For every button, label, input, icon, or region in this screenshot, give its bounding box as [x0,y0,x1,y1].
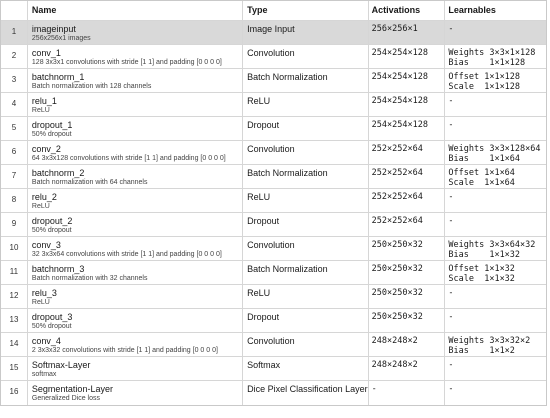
layer-name: imageinput [31,24,76,34]
layer-description: 2 3x3x32 convolutions with stride [1 1] and padding [0 0 0 0] [31,347,218,354]
layer-name-cell [28,357,243,380]
layer-name-cell [28,213,243,236]
row-index: 3 [1,69,28,92]
learnable-entry: Bias 1×1×128 [448,58,526,68]
table-row[interactable] [1,381,546,405]
table-header [1,1,546,21]
layer-type: Convolution [243,237,369,260]
layer-activations: 252×252×64 [369,165,446,188]
learnable-entry: Bias 1×1×2 [448,346,515,356]
learnable-entry: Weights 3×3×1×128 [448,48,536,58]
layer-name: dropout_1 [31,120,73,130]
layer-description: 50% dropout [31,323,72,330]
learnable-entry: - [448,24,454,34]
row-index: 16 [1,381,28,405]
layer-activations: 250×250×32 [369,309,446,332]
header-type[interactable]: Type [243,1,369,20]
layer-name-cell [28,141,243,164]
row-index: 11 [1,261,28,284]
learnable-entry: - [448,192,454,202]
layer-activations: 252×252×64 [369,189,446,212]
layer-learnables [445,333,546,356]
layer-name: batchnorm_1 [31,72,85,82]
layer-type: Dropout [243,213,369,236]
table-row[interactable] [1,165,546,189]
layer-name: batchnorm_3 [31,264,85,274]
row-index: 10 [1,237,28,260]
layer-name-cell [28,189,243,212]
layer-learnables [445,213,546,236]
layer-name-cell [28,21,243,44]
layer-activations: 250×250×32 [369,285,446,308]
layer-learnables [445,45,546,68]
table-row[interactable] [1,309,546,333]
layer-name-cell [28,93,243,116]
layer-description: ReLU [31,203,50,210]
layer-name: Segmentation-Layer [31,384,113,394]
layer-description: Batch normalization with 64 channels [31,179,148,186]
learnable-entry: Scale 1×1×32 [448,274,515,284]
header-index[interactable] [1,1,28,20]
layer-type: Batch Normalization [243,165,369,188]
table-row[interactable] [1,189,546,213]
header-name[interactable]: Name [28,1,243,20]
learnable-entry: Bias 1×1×64 [448,154,521,164]
layer-activations: 254×254×128 [369,45,446,68]
learnable-entry: Offset 1×1×64 [448,168,515,178]
layer-activations: - [369,381,446,405]
row-index: 5 [1,117,28,140]
layer-activations: 254×254×128 [369,93,446,116]
layer-learnables [445,141,546,164]
table-row[interactable] [1,69,546,93]
table-row[interactable] [1,213,546,237]
layer-type: ReLU [243,285,369,308]
layer-learnables [445,189,546,212]
table-row[interactable] [1,93,546,117]
layer-type: Dropout [243,309,369,332]
layer-type: Softmax [243,357,369,380]
layer-description: ReLU [31,107,50,114]
layer-activations: 248×248×2 [369,333,446,356]
layer-name: relu_1 [31,96,57,106]
layer-name: dropout_2 [31,216,73,226]
layer-type: Dice Pixel Classification Layer [243,381,369,405]
learnable-entry: - [448,312,454,322]
table-body [1,21,546,405]
table-row[interactable] [1,333,546,357]
layer-learnables [445,69,546,92]
header-learnables[interactable]: Learnables [448,5,496,15]
layer-learnables [445,261,546,284]
table-row[interactable] [1,285,546,309]
layer-name-cell [28,261,243,284]
table-row[interactable] [1,141,546,165]
row-index: 9 [1,213,28,236]
table-row[interactable] [1,21,546,45]
layer-name-cell [28,69,243,92]
table-row[interactable] [1,45,546,69]
layer-description: 50% dropout [31,131,72,138]
learnable-entry: - [448,120,454,130]
layer-type: ReLU [243,189,369,212]
layer-type: Batch Normalization [243,261,369,284]
row-index: 15 [1,357,28,380]
layer-name: conv_4 [31,336,61,346]
layer-description: 128 3x3x1 convolutions with stride [1 1] and padding [0 0 0 0] [31,59,222,66]
layer-type: Convolution [243,45,369,68]
layer-activations: 250×250×32 [369,237,446,260]
learnable-entry: - [448,384,454,394]
learnable-entry: - [448,360,454,370]
row-index: 4 [1,93,28,116]
row-index: 7 [1,165,28,188]
layer-name-cell [28,309,243,332]
table-row[interactable] [1,357,546,381]
layer-type: ReLU [243,93,369,116]
layer-type: Image Input [243,21,369,44]
learnable-entry: Scale 1×1×128 [448,82,521,92]
table-row[interactable] [1,237,546,261]
learnable-entry: Offset 1×1×32 [448,264,515,274]
layer-name: conv_1 [31,48,61,58]
layer-activations: 254×254×128 [369,117,446,140]
layer-activations: 252×252×64 [369,141,446,164]
layer-description: Batch normalization with 128 channels [31,83,152,90]
layer-activations: 248×248×2 [369,357,446,380]
layer-learnables [445,381,546,405]
layer-name-cell [28,165,243,188]
layer-learnables [445,309,546,332]
layer-activations: 250×250×32 [369,261,446,284]
row-index: 14 [1,333,28,356]
layer-type: Convolution [243,333,369,356]
layer-name-cell [28,381,243,405]
layer-name: batchnorm_2 [31,168,85,178]
layer-description: Batch normalization with 32 channels [31,275,148,282]
layer-learnables [445,357,546,380]
layer-description: 256x256x1 images [31,35,91,42]
table-row[interactable] [1,117,546,141]
table-row[interactable] [1,261,546,285]
row-index: 1 [1,21,28,44]
row-index: 12 [1,285,28,308]
learnable-entry: Weights 3×3×128×64 [448,144,541,154]
learnable-entry: - [448,216,454,226]
layer-name-cell [28,45,243,68]
row-index: 8 [1,189,28,212]
row-index: 13 [1,309,28,332]
layer-description: 64 3x3x128 convolutions with stride [1 1] and padding [0 0 0 0] [31,155,226,162]
layer-name-cell [28,285,243,308]
layer-name: conv_3 [31,240,61,250]
layer-description: softmax [31,371,57,378]
layer-description: Generalized Dice loss [31,395,100,402]
layer-activations: 254×254×128 [369,69,446,92]
layer-description: 50% dropout [31,227,72,234]
layer-activations: 256×256×1 [369,21,446,44]
layer-name: Softmax-Layer [31,360,91,370]
layer-type: Dropout [243,117,369,140]
layer-name-cell [28,237,243,260]
layer-name: relu_2 [31,192,57,202]
learnable-entry: Offset 1×1×128 [448,72,521,82]
learnable-entry: - [448,288,454,298]
layer-type: Batch Normalization [243,69,369,92]
layer-type: Convolution [243,141,369,164]
learnable-entry: Bias 1×1×32 [448,250,521,260]
layer-name-cell [28,117,243,140]
layer-name: conv_2 [31,144,61,154]
learnable-entry: Weights 3×3×64×32 [448,240,536,250]
layer-name: dropout_3 [31,312,73,322]
learnable-entry: Scale 1×1×64 [448,178,515,188]
layer-learnables [445,117,546,140]
layer-name: relu_3 [31,288,57,298]
row-index: 2 [1,45,28,68]
layer-learnables [445,237,546,260]
learnable-entry: - [448,96,454,106]
learnable-entry: Weights 3×3×32×2 [448,336,531,346]
layer-learnables [445,285,546,308]
row-index: 6 [1,141,28,164]
layer-learnables [445,21,546,44]
layer-activations: 252×252×64 [369,213,446,236]
layer-learnables [445,93,546,116]
layer-description: ReLU [31,299,50,306]
layer-name-cell [28,333,243,356]
layer-learnables [445,165,546,188]
layer-description: 32 3x3x64 convolutions with stride [1 1] and padding [0 0 0 0] [31,251,222,258]
header-activations[interactable]: Activations [369,1,446,20]
